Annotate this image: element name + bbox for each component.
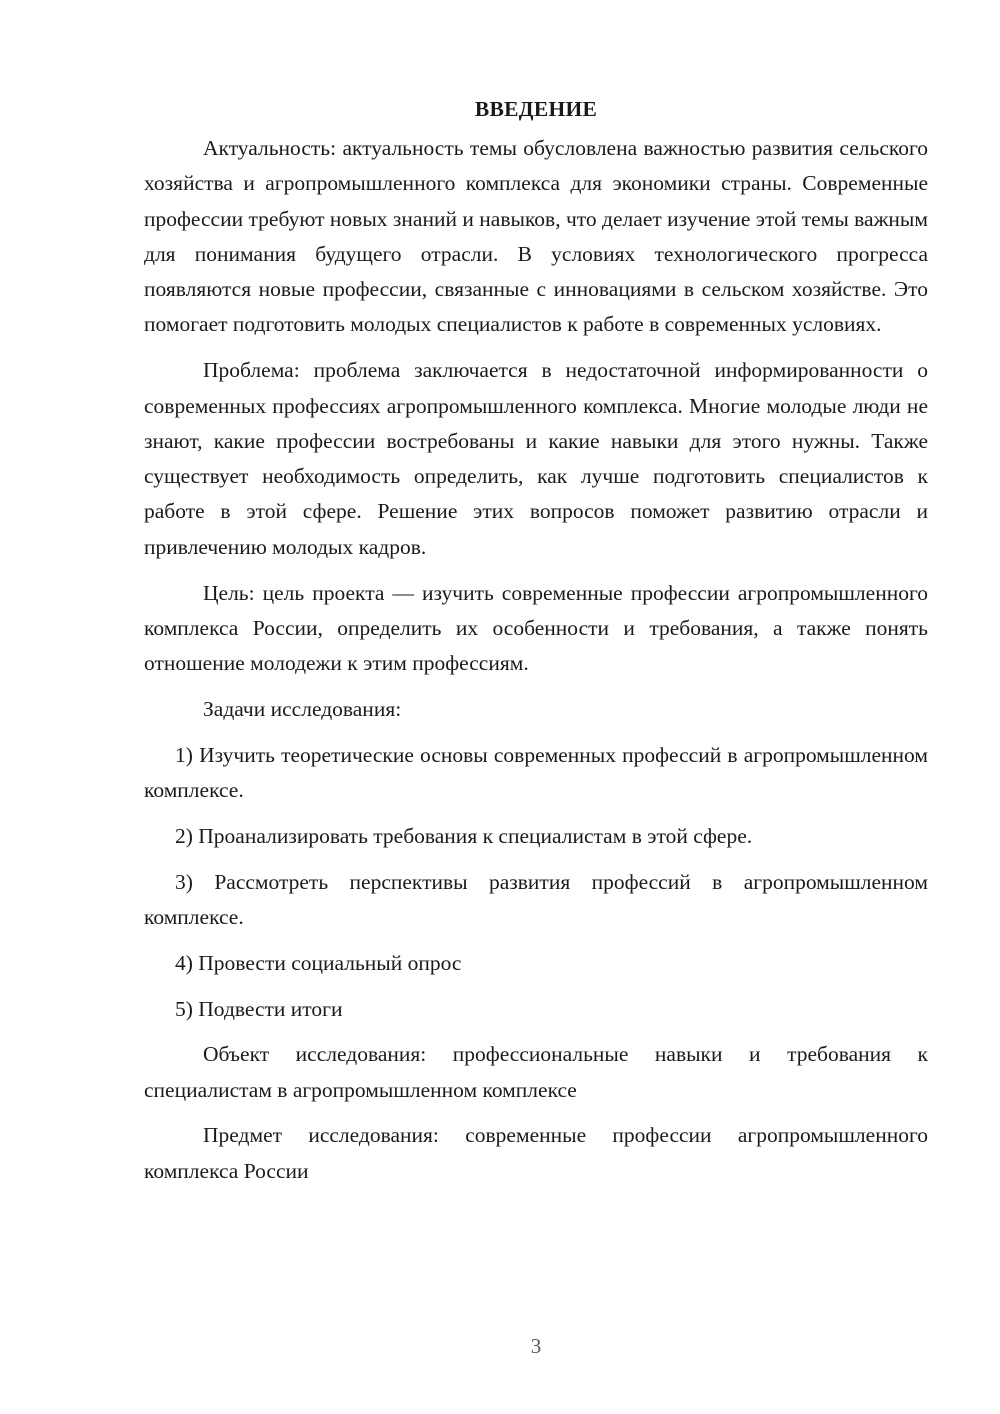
tasks-heading: Задачи исследования: xyxy=(203,696,402,721)
section-title: ВВЕДЕНИЕ xyxy=(474,97,598,121)
task-item-3: 3) Рассмотреть перспективы развития профессий в агропромышленном комплексе. xyxy=(144,869,928,929)
task-item-5: 5) Подвести итоги xyxy=(175,996,343,1021)
problem-paragraph: Проблема: проблема заключается в недостаточной информированности о современных профессиях агропромышленного комплекса. Многие молодые люди не знают, какие профессии востребованы и какие навыки для этого нужны. Также существует необходимость определить, как лучше подготовить специалистов к работе в этой сфере. Решение этих вопросов поможет развитию отрасли и привлечению молодых кадров. xyxy=(144,358,928,559)
object-paragraph: Объект исследования: профессиональные навыки и требования к специалистам в агропромышленном комплексе xyxy=(144,1042,928,1102)
goal-paragraph: Цель: цель проекта — изучить современные профессии агропромышленного комплекса России, определить их особенности и требования, а также понять отношение молодежи к этим профессиям. xyxy=(144,580,928,676)
page-content xyxy=(144,92,928,1200)
task-item-4: 4) Провести социальный опрос xyxy=(175,950,462,975)
subject-paragraph: Предмет исследования: современные профессии агропромышленного комплекса России xyxy=(144,1123,928,1183)
relevance-paragraph: Актуальность: актуальность темы обусловлена важностью развития сельского хозяйства и агропромышленного комплекса для экономики страны. Современные профессии требуют новых знаний и навыков, что делает изучение этой темы важным для понимания будущего отрасли. В условиях технологического прогресса появляются новые профессии, связанные с инновациями в сельском хозяйстве. Это помогает подготовить молодых специалистов к работе в современных условиях. xyxy=(144,136,928,337)
page-number: 3 xyxy=(530,1334,542,1358)
task-item-1: 1) Изучить теоретические основы современных профессий в агропромышленном комплексе. xyxy=(144,742,928,803)
task-item-2: 2) Проанализировать требования к специалистам в этой сфере. xyxy=(175,823,753,848)
